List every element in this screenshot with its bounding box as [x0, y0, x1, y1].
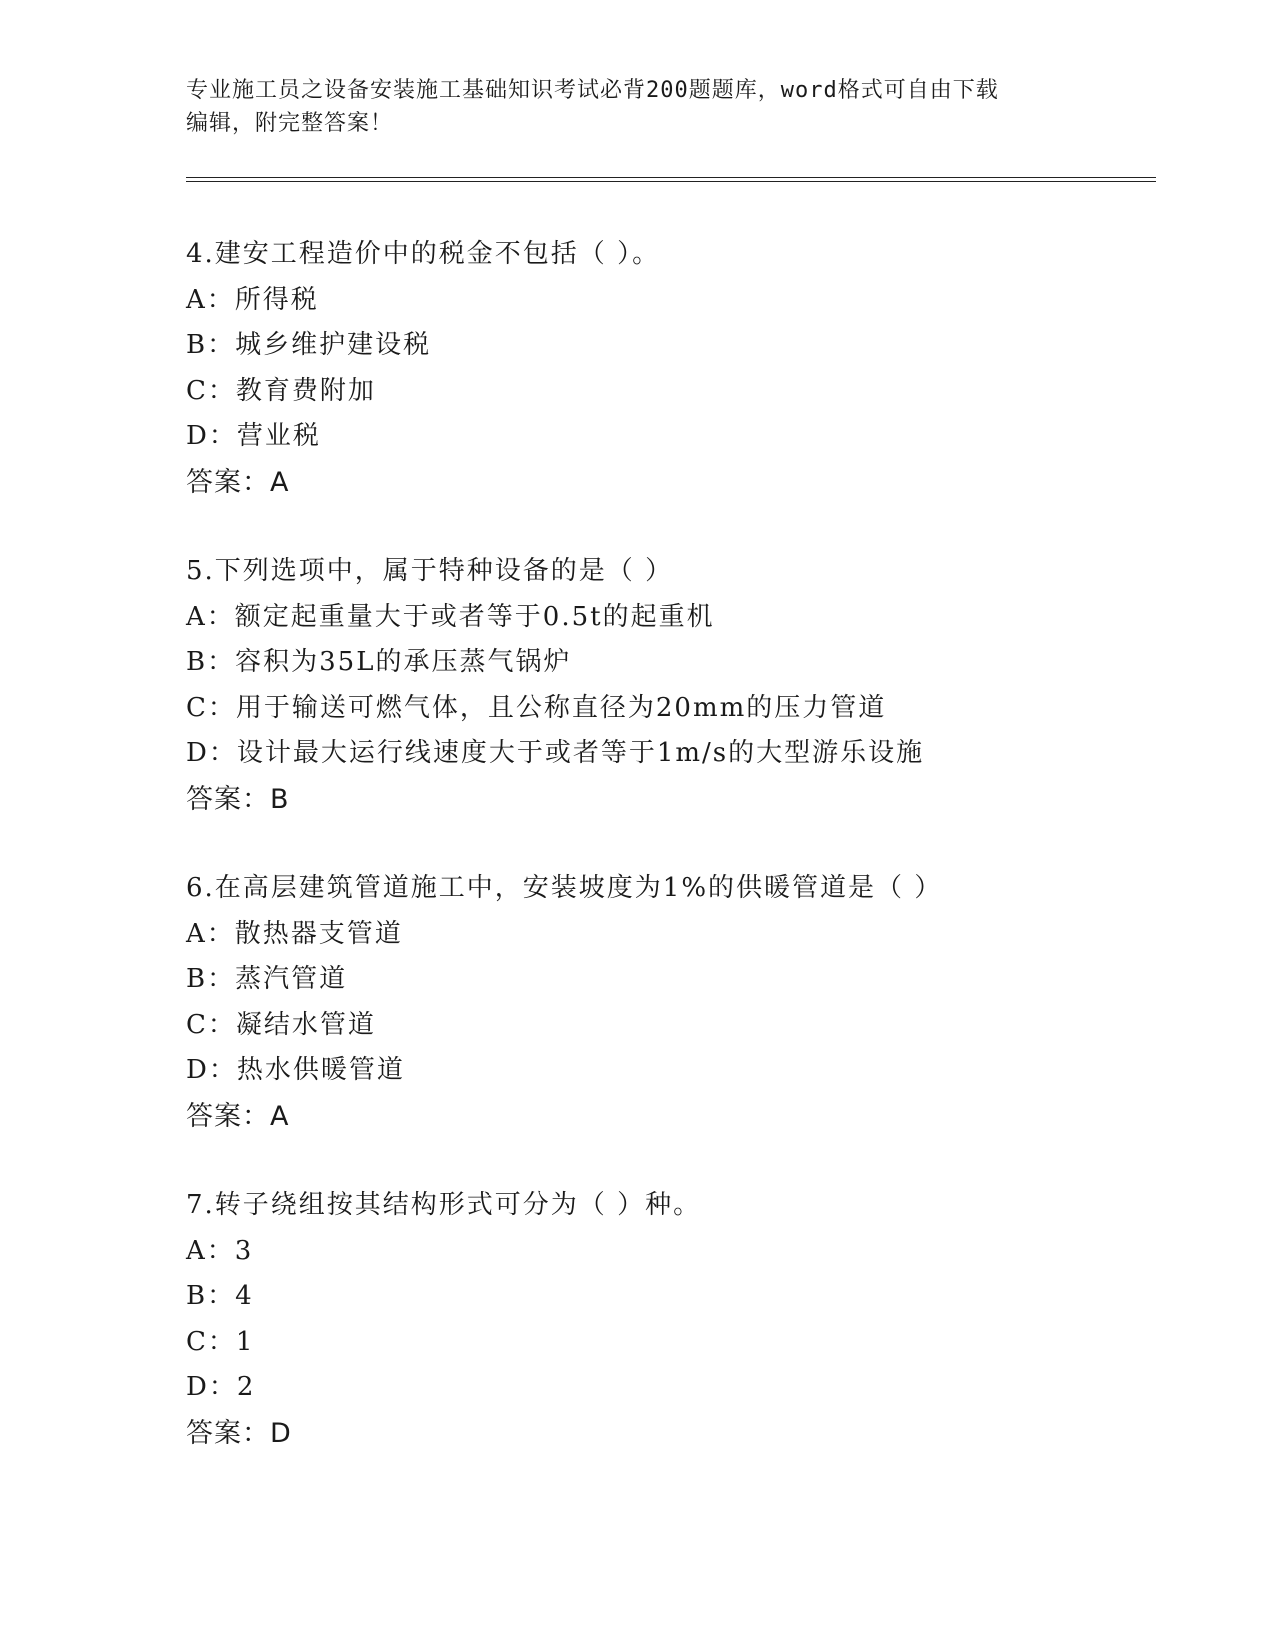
question-stem: 6.在高层建筑管道施工中，安装坡度为1%的供暖管道是（ ） — [186, 873, 943, 903]
question-list — [186, 232, 1186, 1500]
header-title-line-1: 专业施工员之设备安装施工基础知识考试必背200题题库，word格式可自由下载 — [186, 78, 999, 103]
question-4 — [186, 232, 1186, 505]
option-a: A：3 — [186, 1235, 254, 1266]
question-stem: 4.建安工程造价中的税金不包括（ ）。 — [186, 239, 661, 269]
option-c: C：教育费附加 — [186, 375, 376, 406]
option-b: B：容积为35L的承压蒸气锅炉 — [186, 647, 572, 677]
question-stem: 5.下列选项中，属于特种设备的是（ ） — [186, 556, 674, 586]
option-b: B：城乡维护建设税 — [186, 330, 432, 360]
header-title-line-2: 编辑，附完整答案！ — [186, 111, 394, 136]
option-a: A：所得税 — [186, 284, 319, 315]
option-d: D：营业税 — [186, 421, 321, 451]
option-a: A：散热器支管道 — [186, 918, 403, 949]
option-c: C：用于输送可燃气体，且公称直径为20mm的压力管道 — [186, 692, 887, 723]
question-6 — [186, 866, 1186, 1139]
answer-label: 答案：A — [186, 466, 290, 498]
answer-label: 答案：B — [186, 783, 290, 815]
header-divider — [186, 177, 1156, 182]
question-5 — [186, 549, 1186, 822]
option-d: D：设计最大运行线速度大于或者等于1m/s的大型游乐设施 — [186, 738, 925, 768]
question-7 — [186, 1183, 1186, 1456]
option-d: D：热水供暖管道 — [186, 1055, 405, 1085]
answer-label: 答案：D — [186, 1417, 292, 1449]
option-a: A：额定起重量大于或者等于0.5t的起重机 — [186, 601, 715, 632]
question-stem: 7.转子绕组按其结构形式可分为（ ）种。 — [186, 1190, 702, 1220]
option-c: C：凝结水管道 — [186, 1009, 376, 1040]
option-d: D：2 — [186, 1372, 256, 1402]
answer-label: 答案：A — [186, 1100, 290, 1132]
option-c: C：1 — [186, 1326, 255, 1357]
document-header — [186, 74, 1066, 140]
option-b: B：4 — [186, 1281, 254, 1311]
option-b: B：蒸汽管道 — [186, 964, 348, 994]
